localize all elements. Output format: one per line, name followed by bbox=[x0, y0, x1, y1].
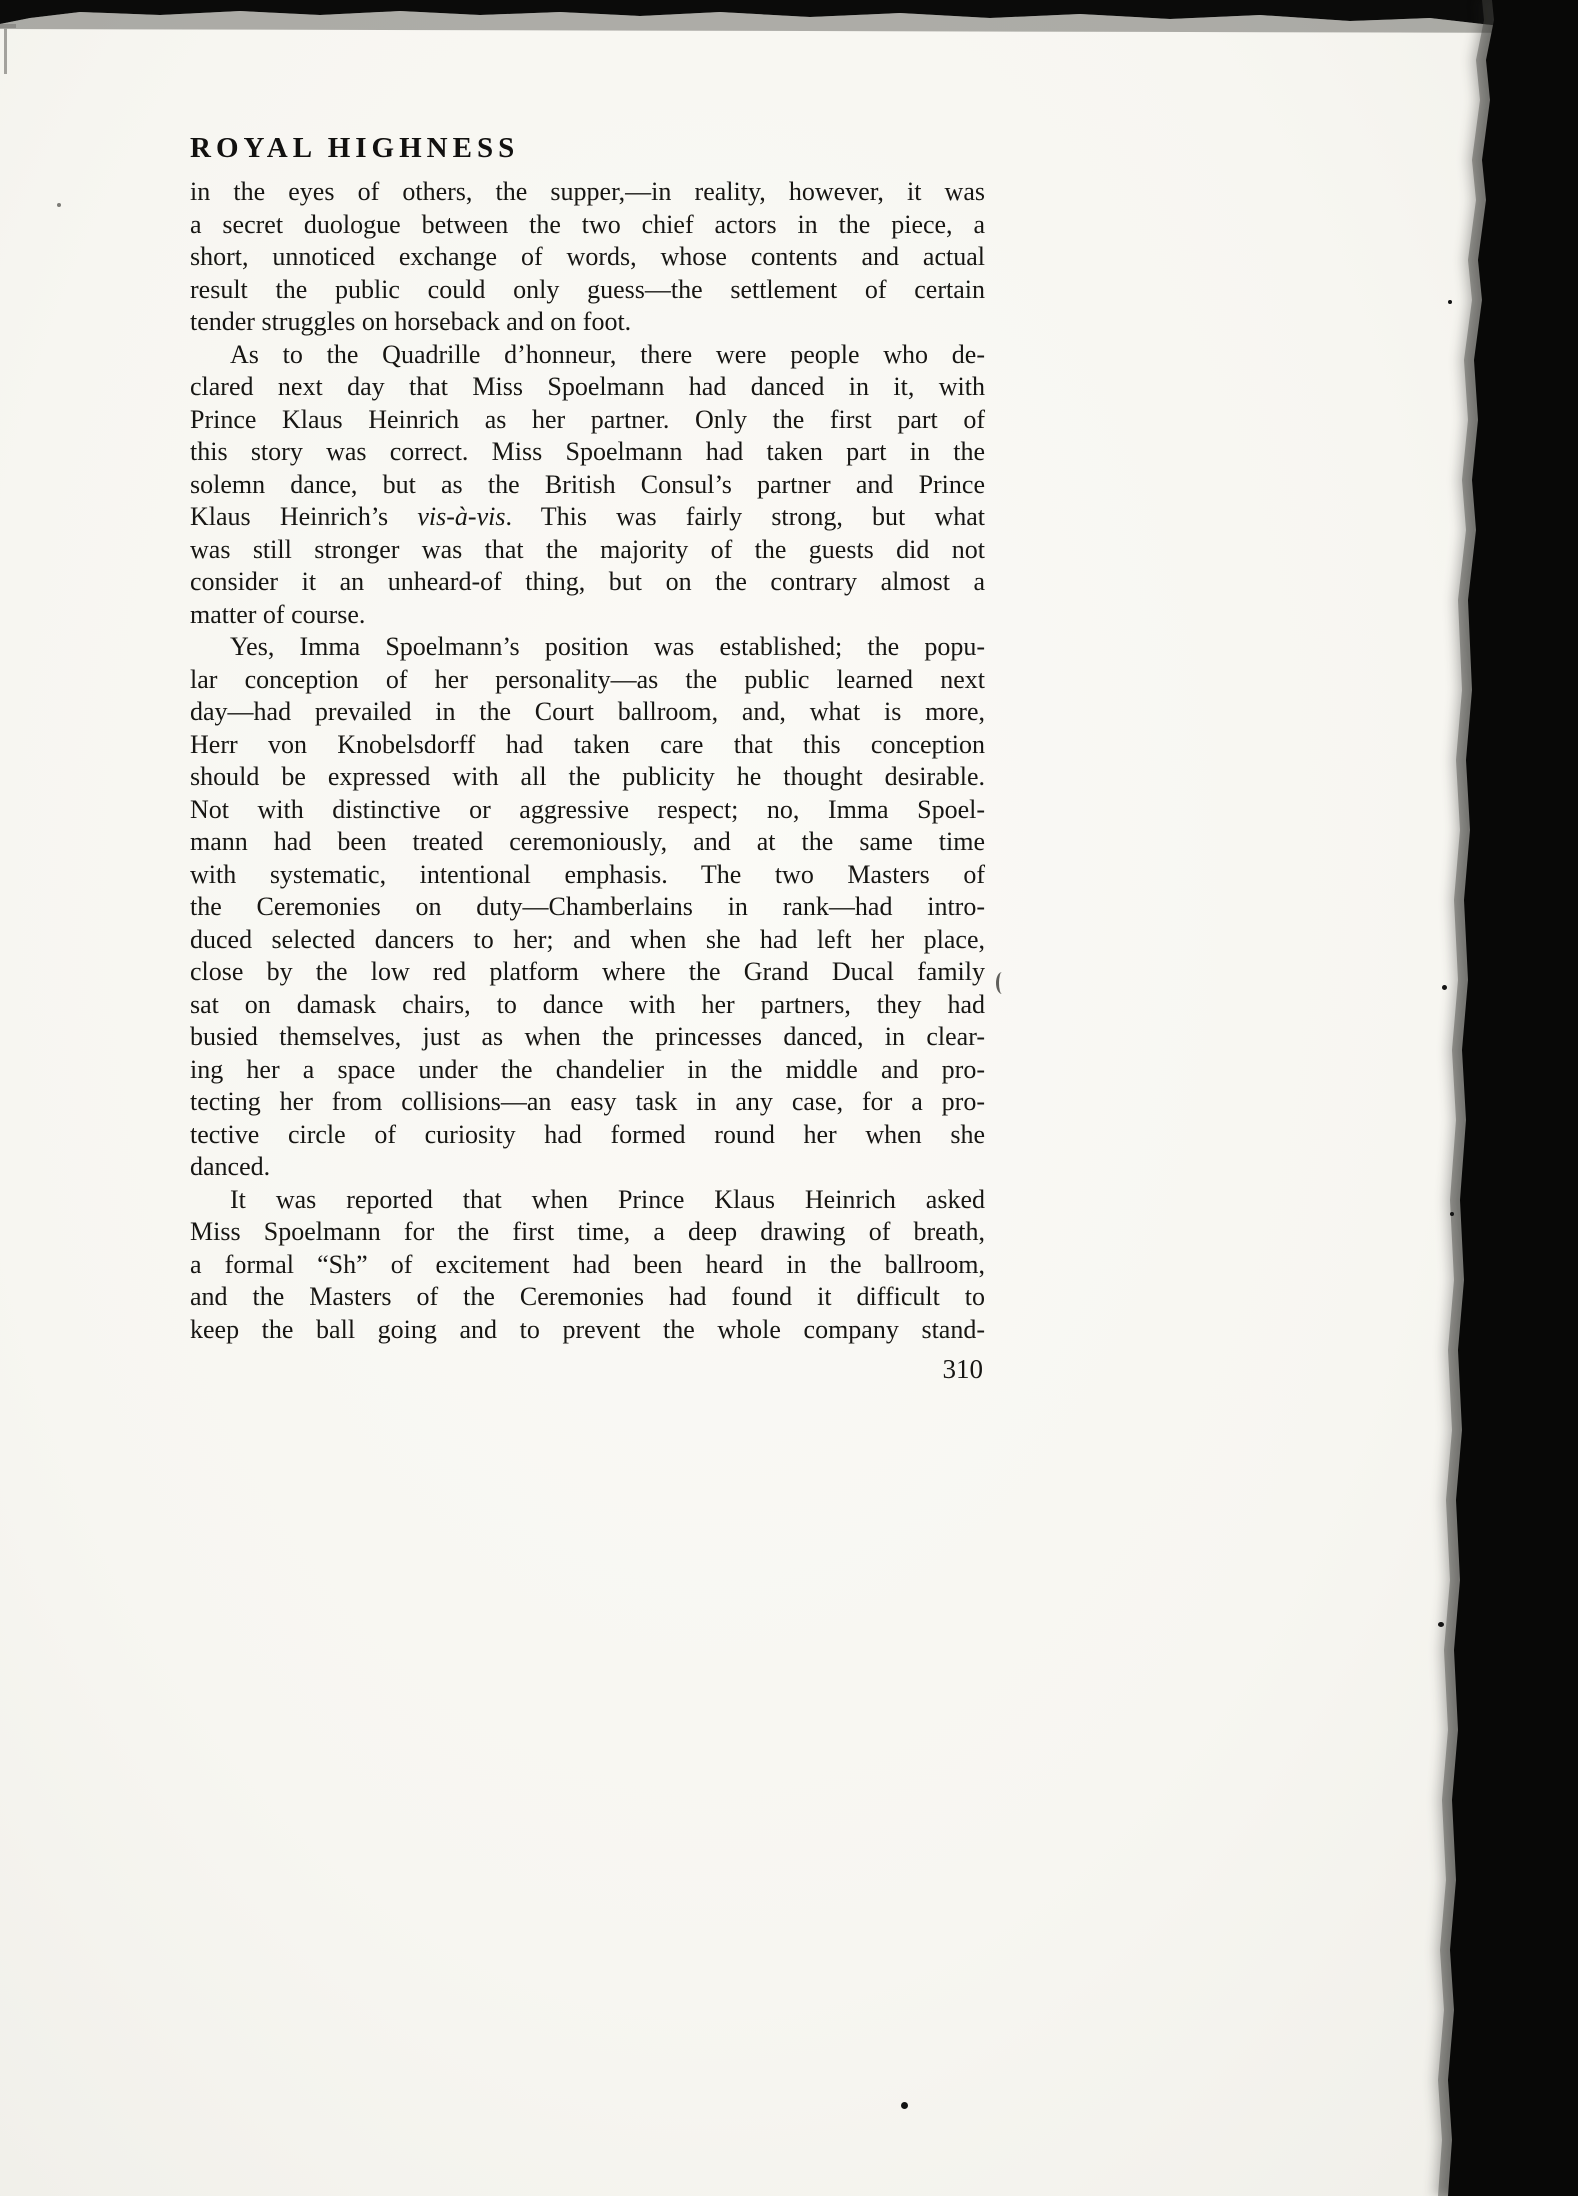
paragraph bbox=[190, 1184, 985, 1347]
text-line: Klaus Heinrich’s vis-à-vis. This was fairly strong, but what bbox=[190, 502, 985, 531]
scan-mark-top-left bbox=[0, 24, 16, 28]
text-line: keep the ball going and to prevent the whole company stand- bbox=[190, 1314, 985, 1344]
body-text bbox=[190, 176, 985, 1346]
scan-speck bbox=[1450, 1212, 1454, 1216]
text-line: short, unnoticed exchange of words, whose contents and actual bbox=[190, 242, 985, 271]
text-line: and the Masters of the Ceremonies had found it difficult to bbox=[190, 1282, 985, 1311]
text-line: tecting her from collisions—an easy task in any case, for a pro- bbox=[190, 1087, 985, 1116]
text-line: tective circle of curiosity had formed round her when she bbox=[190, 1119, 985, 1149]
text-line: It was reported that when Prince Klaus Heinrich asked bbox=[230, 1184, 985, 1214]
paragraph bbox=[190, 339, 985, 632]
text-line: Prince Klaus Heinrich as her partner. Only the first part of bbox=[190, 404, 985, 434]
scan-artifact-right-band bbox=[1428, 0, 1578, 2196]
text-line: danced. bbox=[190, 1152, 271, 1181]
scan-speck bbox=[1438, 1622, 1444, 1627]
text-line: Miss Spoelmann for the first time, a deep drawing of breath, bbox=[190, 1217, 985, 1246]
text-line: lar conception of her personality—as the public learned next bbox=[190, 664, 985, 694]
text-line: Herr von Knobelsdorff had taken care that this conception bbox=[190, 729, 985, 759]
text-line: Not with distinctive or aggressive respect; no, Imma Spoel- bbox=[190, 794, 985, 824]
text-line: the Ceremonies on duty—Chamberlains in rank—had intro- bbox=[190, 892, 985, 921]
scan-speck bbox=[901, 2102, 908, 2109]
text-line: this story was correct. Miss Spoelmann had taken part in the bbox=[190, 437, 985, 466]
text-line: result the public could only guess—the settlement of certain bbox=[190, 274, 985, 304]
text-line: ing her a space under the chandelier in the middle and pro- bbox=[190, 1054, 985, 1084]
paragraph bbox=[190, 176, 985, 339]
text-line: should be expressed with all the publicity he thought desirable. bbox=[190, 762, 985, 791]
text-line: Yes, Imma Spoelmann’s position was established; the popu- bbox=[230, 632, 985, 661]
scan-artifact-top-strip bbox=[0, 0, 1578, 34]
text-line: day—had prevailed in the Court ballroom, and, what is more, bbox=[190, 697, 985, 726]
scan-speck bbox=[1448, 300, 1452, 304]
text-line: in the eyes of others, the supper,—in reality, however, it was bbox=[190, 177, 985, 206]
text-line: matter of course. bbox=[190, 599, 366, 629]
text-line: close by the low red platform where the Grand Ducal family bbox=[190, 957, 985, 986]
scan-mark-paren bbox=[996, 972, 1008, 994]
text-line: was still stronger was that the majority of the guests did not bbox=[190, 534, 985, 564]
scan-mark-margin-dot bbox=[57, 203, 61, 207]
scan-speck bbox=[1442, 985, 1447, 990]
text-line: sat on damask chairs, to dance with her partners, they had bbox=[190, 989, 985, 1019]
text-line: solemn dance, but as the British Consul’s partner and Prince bbox=[190, 469, 985, 499]
text-line: duced selected dancers to her; and when she had left her place, bbox=[190, 924, 985, 954]
text-line: with systematic, intentional emphasis. The two Masters of bbox=[190, 859, 985, 889]
scan-mark-top-left-stem bbox=[4, 28, 7, 74]
text-line: As to the Quadrille d’honneur, there were people who de- bbox=[230, 339, 985, 369]
text-line: mann had been treated ceremoniously, and at the same time bbox=[190, 827, 985, 856]
page-text-block bbox=[190, 134, 985, 1385]
text-line: consider it an unheard-of thing, but on the contrary almost a bbox=[190, 567, 985, 596]
text-line: busied themselves, just as when the princesses danced, in clear- bbox=[190, 1022, 985, 1051]
page-number: 310 bbox=[942, 1354, 983, 1384]
text-line: clared next day that Miss Spoelmann had danced in it, with bbox=[190, 372, 985, 401]
text-line: a secret duologue between the two chief actors in the piece, a bbox=[190, 209, 985, 239]
running-header: ROYAL HIGHNESS bbox=[190, 132, 520, 164]
text-line: tender struggles on horseback and on foot. bbox=[190, 307, 632, 336]
text-line: a formal “Sh” of excitement had been heard in the ballroom, bbox=[190, 1249, 985, 1279]
paragraph bbox=[190, 631, 985, 1184]
